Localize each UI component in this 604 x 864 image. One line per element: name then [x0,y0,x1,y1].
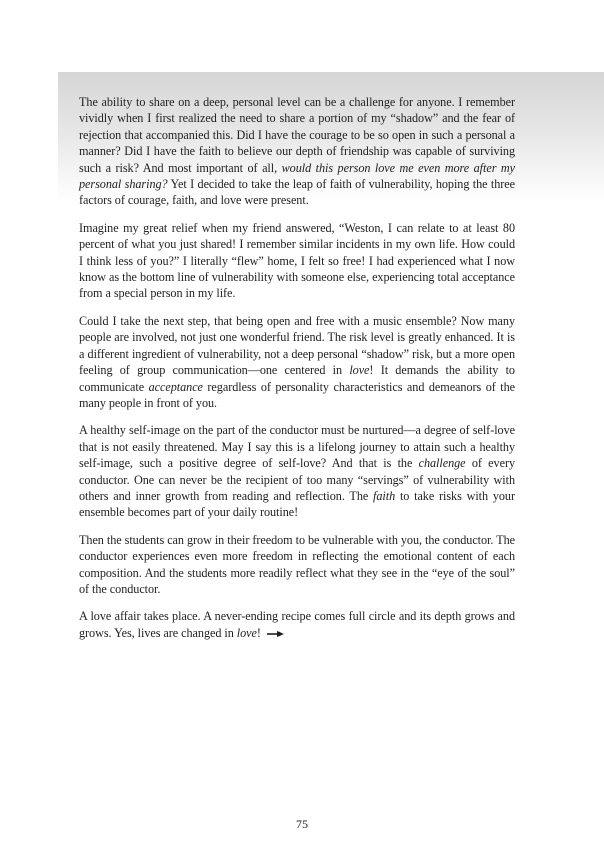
italic-text: acceptance [148,379,203,394]
paragraph-5 [79,532,515,598]
italic-text: love [349,363,370,378]
page-number: 75 [296,817,308,831]
text-run: Yet I decided to take the leap of faith of vulnerability, hoping the three factors of courage, faith, and love were present. [79,177,515,208]
text-run: A love affair takes place. A never-ending recipe comes full circle and its depth grows and grows. Yes, lives are changed in [79,609,515,640]
text-run: regardless of personality characteristics and demeanors of the many people in front of you. [79,379,515,410]
text-run: ! It demands the ability to communicate [79,363,515,394]
paragraph-2 [79,220,515,302]
text-run: to take risks with your ensemble becomes part of your daily routine! [79,488,515,520]
body-text [79,94,515,653]
text-run: Imagine my great relief when my friend answered, “Weston, I can relate to at least 80 percent of what you just shared! I remember similar incidents in my own life. How could I think less of you?” I literally “flew” home, I felt so free! I had experienced what I now know as the bottom line of vulnerability with someone else, experiencing total acceptance from a special person in my life. [79,220,515,301]
text-run: of every conductor. One can never be the recipient of too many “servings” of vulnerability with others and inner growth from reading and reflection. The [79,456,515,503]
paragraph-4 [79,422,515,520]
text-run: The ability to share on a deep, personal level can be a challenge for anyone. I remember vividly when I first realized the need to share a portion of my “shadow” and the fear of rejection that accompanied this. Did I have the courage to be so open in such a personal a manner? Did I have the faith to believe our depth of friendship was capable of surviving such a risk? And most important of all, [79,95,515,175]
paragraph-1 [79,94,515,209]
text-run: Then the students can grow in their freedom to be vulnerable with you, the conductor. The conductor experiences even more freedom in reflecting the emotional content of each composition. And the students more readily reflect what they see in the “eye of the soul” of the conductor. [79,532,515,596]
italic-text: love [236,625,257,640]
paragraph-3 [79,313,515,411]
text-run: ! [256,625,261,640]
paragraph-6 [79,608,515,642]
arrow-end-mark-icon [267,626,285,642]
italic-text: would this person love me even more after my personal sharing? [79,160,515,192]
text-run: A healthy self-image on the part of the conductor must be nurtured—a degree of self-love that is not easily threatened. May I say this is a lifelong journey to attain such a healthy self-image, such a positive degree of self-love? And that is the [79,423,515,471]
italic-text: faith [373,488,396,503]
italic-text: challenge [418,456,466,471]
text-run: Could I take the next step, that being open and free with a music ensemble? Now many people are involved, not just one wonderful friend. The risk level is greatly enhanced. It is a different ingredient of vulnerability, not a deep personal “shadow” risk, but a more open feeling of group communication—one centered in [79,313,515,378]
